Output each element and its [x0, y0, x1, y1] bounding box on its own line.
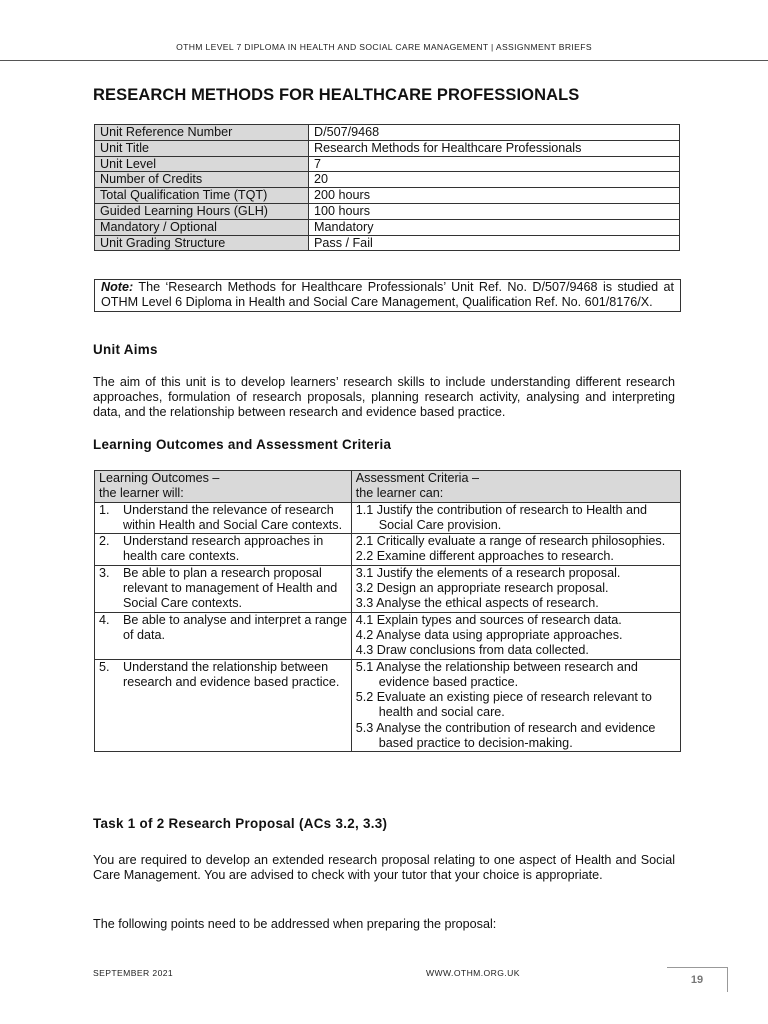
- learning-outcome-cell: [95, 659, 352, 752]
- unit-info-row: [95, 125, 680, 141]
- running-header: OTHM LEVEL 7 DIPLOMA IN HEALTH AND SOCIAL CARE MANAGEMENT | ASSIGNMENT BRIEFS: [176, 42, 592, 52]
- unit-info-label: Guided Learning Hours (GLH): [95, 203, 309, 219]
- outcome-text: Understand the relationship between research and evidence based practice.: [123, 659, 340, 689]
- unit-info-label: Mandatory / Optional: [95, 219, 309, 235]
- note-box: [94, 279, 681, 312]
- unit-info-row: [95, 156, 680, 172]
- outcome-row: [95, 612, 681, 659]
- unit-info-value: 20: [309, 172, 680, 188]
- header-rule: [0, 60, 768, 61]
- unit-info-row: [95, 172, 680, 188]
- assessment-criteria-cell: [351, 502, 680, 534]
- outcome-number: 3.: [99, 565, 110, 580]
- outcomes-header-row: [95, 471, 681, 503]
- criteria-column-header-line1: Assessment Criteria –: [355, 471, 479, 485]
- unit-info-value: Research Methods for Healthcare Professionals: [309, 140, 680, 156]
- criterion-item: 4.3 Draw conclusions from data collected.: [355, 643, 589, 658]
- outcome-number: 1.: [99, 502, 110, 517]
- unit-info-value: 200 hours: [309, 188, 680, 204]
- criterion-item: 4.2 Analyse data using appropriate approaches.: [355, 627, 623, 642]
- criterion-item: 5.2 Evaluate an existing piece of research relevant to health and social care.: [355, 690, 652, 720]
- page-title: RESEARCH METHODS FOR HEALTHCARE PROFESSIONALS: [93, 86, 580, 104]
- task-points-intro: The following points need to be addressed when preparing the proposal:: [93, 917, 497, 931]
- unit-info-label: Unit Title: [95, 140, 309, 156]
- unit-info-label: Total Qualification Time (TQT): [95, 188, 309, 204]
- outcome-row: [95, 565, 681, 612]
- assessment-criteria-cell: [351, 534, 680, 566]
- criterion-item: 5.3 Analyse the contribution of research and evidence based practice to decision-making.: [355, 720, 656, 751]
- unit-info-label: Unit Reference Number: [95, 125, 309, 141]
- unit-info-value: 7: [309, 156, 680, 172]
- note-label: Note:: [101, 280, 134, 294]
- task-paragraph: You are required to develop an extended research proposal relating to one aspect of Health and Social Care Management. You are advised to check with your tutor that your choice is appropriate.: [93, 853, 675, 883]
- unit-info-row: [95, 235, 680, 251]
- criterion-item: 3.3 Analyse the ethical aspects of research.: [355, 596, 599, 611]
- outcomes-table: [94, 470, 681, 752]
- unit-info-row: [95, 219, 680, 235]
- unit-info-table: [94, 124, 680, 251]
- outcome-row: [95, 502, 681, 534]
- assessment-criteria-cell: [351, 612, 680, 659]
- footer-date: SEPTEMBER 2021: [93, 968, 174, 978]
- criterion-item: 3.2 Design an appropriate research proposal.: [355, 581, 609, 596]
- criterion-item: 2.2 Examine different approaches to research.: [355, 549, 614, 564]
- unit-info-label: Unit Level: [95, 156, 309, 172]
- unit-info-value: Pass / Fail: [309, 235, 680, 251]
- criterion-item: 1.1 Justify the contribution of research to Health and Social Care provision.: [355, 502, 648, 532]
- criterion-item: 2.1 Critically evaluate a range of research philosophies.: [355, 534, 666, 549]
- outcome-text: Be able to analyse and interpret a range of data.: [123, 612, 348, 642]
- outcome-text: Understand research approaches in health care contexts.: [123, 534, 324, 564]
- outcomes-column-header-line1: Learning Outcomes –: [99, 471, 220, 485]
- outcome-number: 4.: [99, 612, 110, 627]
- unit-aims-heading: Unit Aims: [93, 342, 158, 357]
- learning-outcome-cell: [95, 612, 352, 659]
- outcome-row: [95, 534, 681, 566]
- criterion-item: 3.1 Justify the elements of a research proposal.: [355, 565, 621, 580]
- outcomes-heading: Learning Outcomes and Assessment Criteria: [93, 437, 392, 452]
- outcome-row: [95, 659, 681, 752]
- learning-outcome-cell: [95, 534, 352, 566]
- unit-info-label: Unit Grading Structure: [95, 235, 309, 251]
- unit-aims-text: The aim of this unit is to develop learners’ research skills to include understanding different research approaches, formulation of research proposals, planning research activity, analysing and interpreting data, and the relationship between research and evidence based practice.: [93, 375, 675, 420]
- unit-info-label: Number of Credits: [95, 172, 309, 188]
- outcome-text: Understand the relevance of research within Health and Social Care contexts.: [123, 502, 343, 532]
- learning-outcome-cell: [95, 502, 352, 534]
- assessment-criteria-cell: [351, 659, 680, 752]
- unit-info-row: [95, 188, 680, 204]
- unit-info-row: [95, 140, 680, 156]
- unit-info-value: D/507/9468: [309, 125, 680, 141]
- assessment-criteria-cell: [351, 565, 680, 612]
- outcome-text: Be able to plan a research proposal relevant to management of Health and Social Care contexts.: [123, 565, 338, 611]
- criterion-item: 4.1 Explain types and sources of research data.: [355, 612, 622, 627]
- unit-info-value: Mandatory: [309, 219, 680, 235]
- learning-outcome-cell: [95, 565, 352, 612]
- criteria-column-header: [351, 471, 680, 503]
- outcomes-column-header: [95, 471, 352, 503]
- outcomes-column-header-line2: the learner will:: [99, 486, 184, 501]
- outcome-number: 2.: [99, 534, 110, 549]
- unit-info-row: [95, 203, 680, 219]
- unit-info-value: 100 hours: [309, 203, 680, 219]
- outcome-number: 5.: [99, 659, 110, 674]
- criteria-column-header-line2: the learner can:: [355, 486, 444, 501]
- footer-website: WWW.OTHM.ORG.UK: [426, 968, 520, 978]
- task-heading: Task 1 of 2 Research Proposal (ACs 3.2, 3.3): [93, 816, 388, 831]
- criterion-item: 5.1 Analyse the relationship between research and evidence based practice.: [355, 659, 638, 689]
- note-text: The ‘Research Methods for Healthcare Professionals’ Unit Ref. No. D/507/9468 is studied at OTHM Level 6 Diploma in Health and Social Care Management, Qualification Ref. No. 601/8176/X.: [101, 280, 674, 310]
- page-number: 19: [667, 967, 728, 992]
